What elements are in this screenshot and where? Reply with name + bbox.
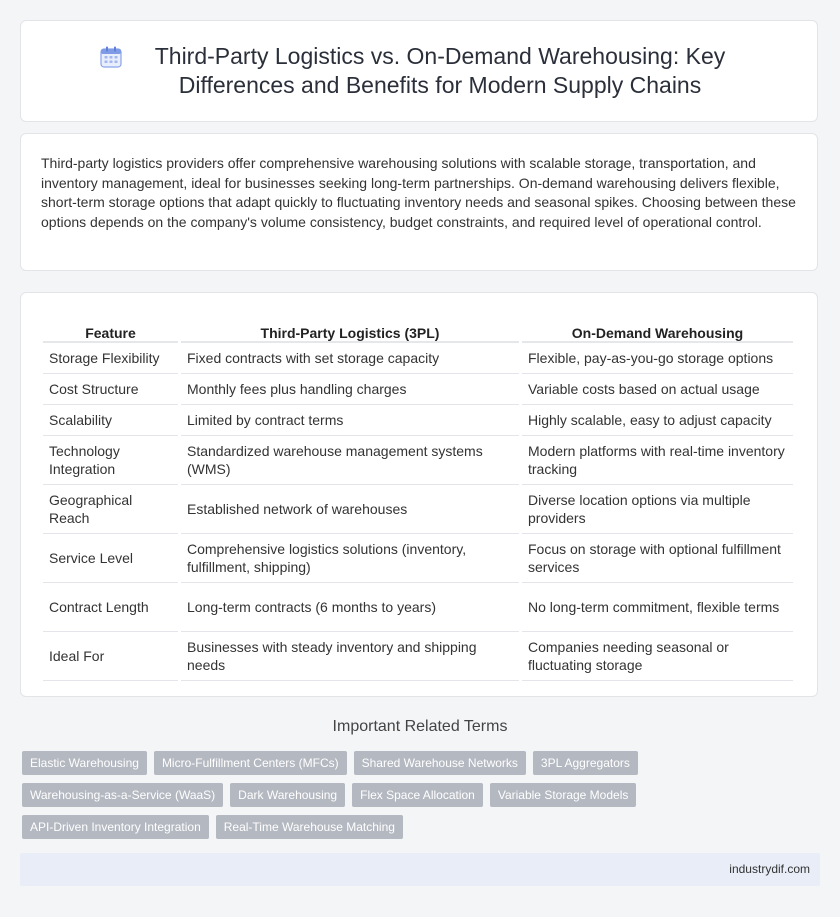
column-header-on-demand: On-Demand Warehousing <box>522 311 793 343</box>
table-row <box>43 485 793 534</box>
column-header-feature: Feature <box>43 311 178 343</box>
term-tag[interactable]: Warehousing-as-a-Service (WaaS) <box>22 783 223 807</box>
term-tag[interactable]: Dark Warehousing <box>230 783 345 807</box>
table-row <box>43 632 793 681</box>
on-demand-cell: Companies needing seasonal or fluctuating storage <box>522 632 793 681</box>
term-tag[interactable]: Flex Space Allocation <box>352 783 483 807</box>
feature-cell: Scalability <box>43 405 178 436</box>
on-demand-cell: Flexible, pay-as-you-go storage options <box>522 343 793 374</box>
page-title: Third-Party Logistics vs. On-Demand Warehousing: Key Differences and Benefits for Modern Supply Chains <box>154 43 726 98</box>
table-row <box>43 583 793 632</box>
on-demand-cell: Highly scalable, easy to adjust capacity <box>522 405 793 436</box>
table-row <box>43 436 793 485</box>
on-demand-cell: Diverse location options via multiple providers <box>522 485 793 534</box>
table-row <box>43 534 793 583</box>
related-terms-list <box>22 751 822 839</box>
term-tag[interactable]: Variable Storage Models <box>490 783 637 807</box>
comparison-card <box>20 292 818 697</box>
term-tag[interactable]: API-Driven Inventory Integration <box>22 815 209 839</box>
calendar-icon <box>99 45 123 69</box>
table-row <box>43 343 793 374</box>
feature-cell: Storage Flexibility <box>43 343 178 374</box>
term-tag[interactable]: Elastic Warehousing <box>22 751 147 775</box>
on-demand-cell: Focus on storage with optional fulfillment services <box>522 534 793 583</box>
footer-bar <box>20 853 820 886</box>
column-header-3pl: Third-Party Logistics (3PL) <box>181 311 519 343</box>
on-demand-cell: Variable costs based on actual usage <box>522 374 793 405</box>
table-row <box>43 405 793 436</box>
feature-cell: Service Level <box>43 534 178 583</box>
3pl-cell: Monthly fees plus handling charges <box>181 374 519 405</box>
header-card <box>20 20 818 122</box>
table-row <box>43 374 793 405</box>
footer-site-link[interactable]: industrydif.com <box>729 862 810 876</box>
term-tag[interactable]: Micro-Fulfillment Centers (MFCs) <box>154 751 347 775</box>
feature-cell: Technology Integration <box>43 436 178 485</box>
3pl-cell: Fixed contracts with set storage capacity <box>181 343 519 374</box>
term-tag[interactable]: Real-Time Warehouse Matching <box>216 815 403 839</box>
table-header-row <box>43 311 793 343</box>
intro-paragraph: Third-party logistics providers offer comprehensive warehousing solutions with scalable storage, transportation, and inventory management, ideal for businesses seeking long-term partnerships. On-demand warehousing delivers flexible, short-term storage options that adapt quickly to fluctuating inventory needs and seasonal spikes. Choosing between these options depends on the company's volume consistency, budget constraints, and required level of operational control. <box>41 155 796 230</box>
3pl-cell: Established network of warehouses <box>181 485 519 534</box>
title-wrap <box>99 42 739 100</box>
feature-cell: Geographical Reach <box>43 485 178 534</box>
intro-card <box>20 133 818 271</box>
3pl-cell: Limited by contract terms <box>181 405 519 436</box>
term-tag[interactable]: 3PL Aggregators <box>533 751 638 775</box>
feature-cell: Ideal For <box>43 632 178 681</box>
feature-cell: Contract Length <box>43 583 178 632</box>
3pl-cell: Businesses with steady inventory and shipping needs <box>181 632 519 681</box>
term-tag[interactable]: Shared Warehouse Networks <box>354 751 526 775</box>
on-demand-cell: No long-term commitment, flexible terms <box>522 583 793 632</box>
3pl-cell: Standardized warehouse management systems (WMS) <box>181 436 519 485</box>
on-demand-cell: Modern platforms with real-time inventory tracking <box>522 436 793 485</box>
comparison-table <box>40 311 796 681</box>
3pl-cell: Long-term contracts (6 months to years) <box>181 583 519 632</box>
related-terms-title: Important Related Terms <box>332 718 508 735</box>
feature-cell: Cost Structure <box>43 374 178 405</box>
3pl-cell: Comprehensive logistics solutions (inventory, fulfillment, shipping) <box>181 534 519 583</box>
